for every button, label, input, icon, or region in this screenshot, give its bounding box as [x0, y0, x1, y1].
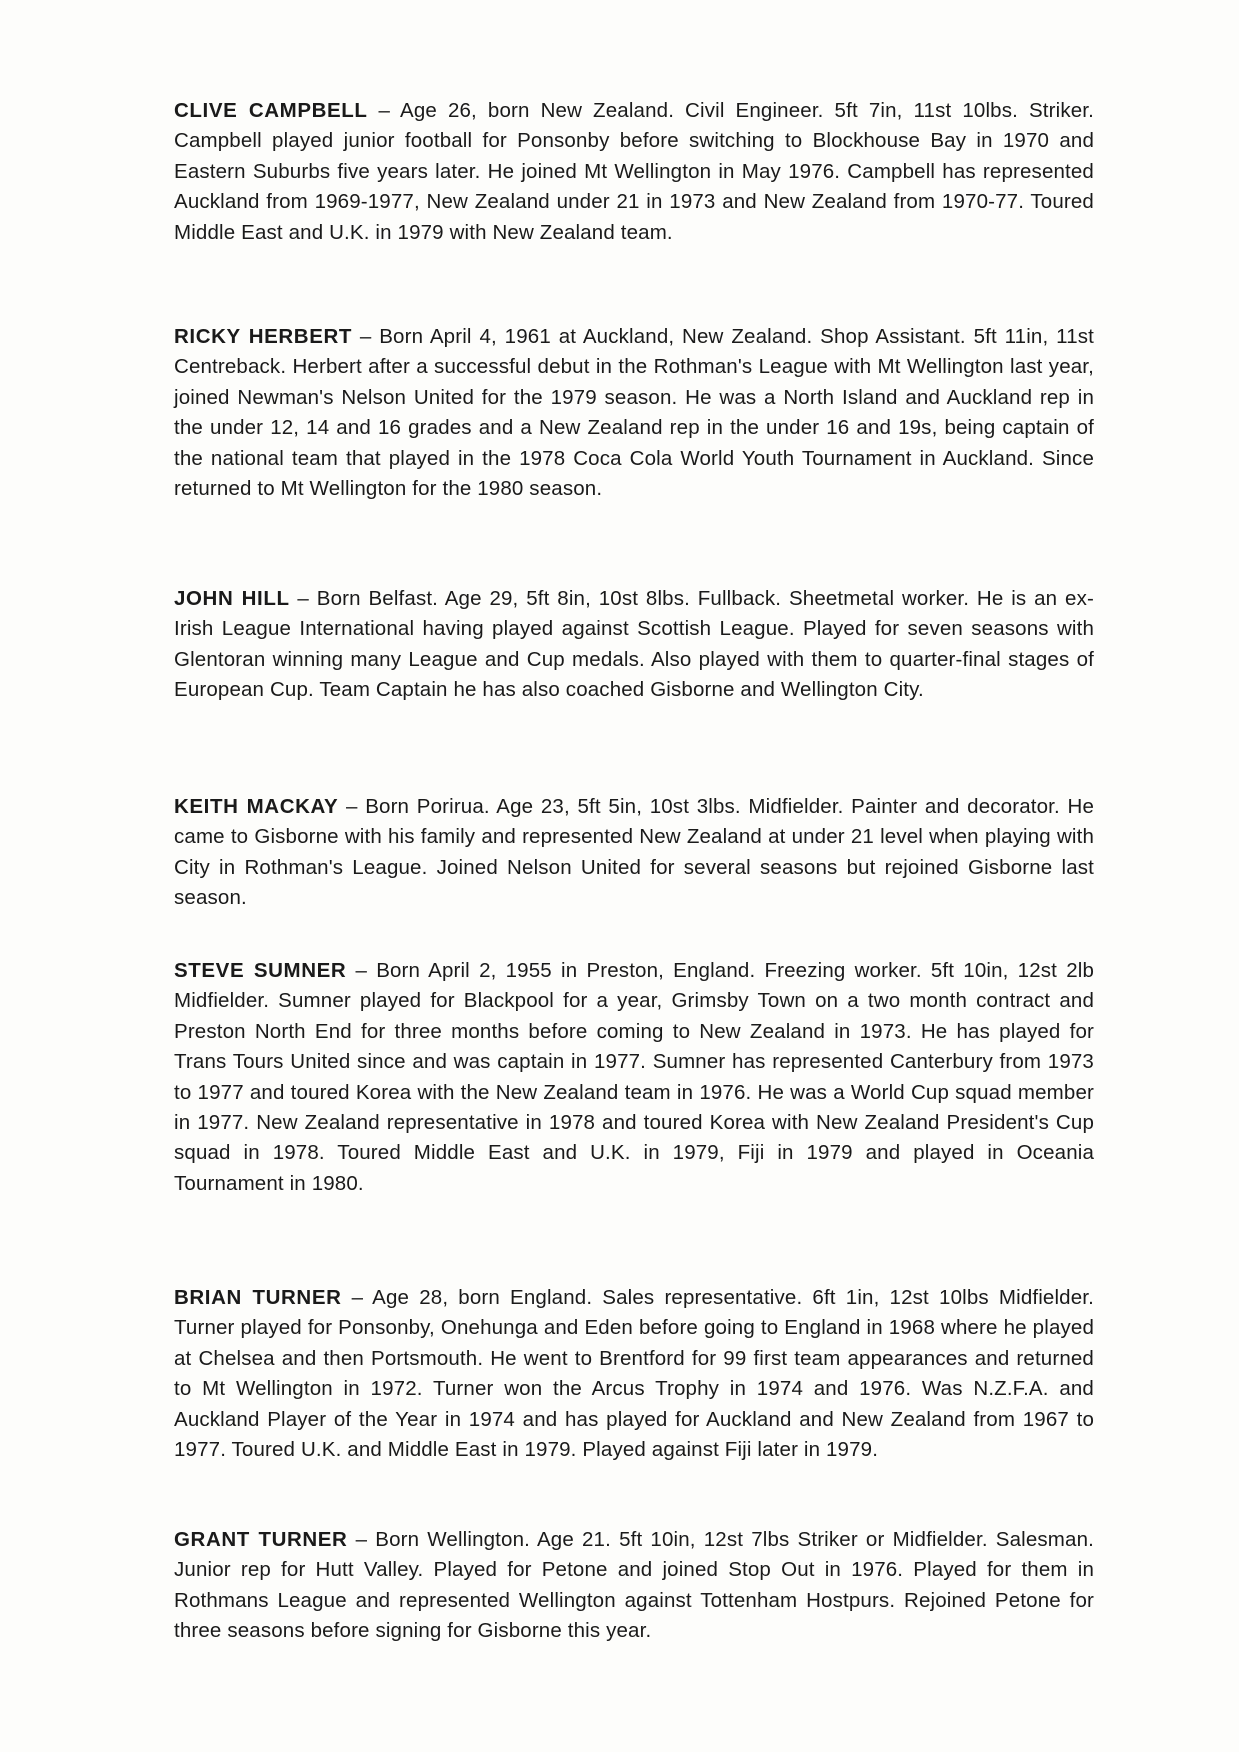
player-description: Age 26, born New Zealand. Civil Engineer. 5ft 7in, 11st 10lbs. Striker. Campbell played junior football for Ponsonby before switching to Blockhouse Bay in 1970 and Eastern Suburbs five years later. He joined Mt Wellington in May 1976. Campbell has represented Auckland from 1969-1977, New Zealand under 21 in 1973 and New Zealand from 1970-77. Toured Middle East and U.K. in 1979 with New Zealand team.	[174, 99, 1094, 244]
dash-separator: –	[352, 325, 380, 348]
player-bio	[174, 792, 1094, 914]
dash-separator: –	[289, 587, 317, 610]
player-name: STEVE SUMNER	[174, 959, 347, 982]
player-name: CLIVE CAMPBELL	[174, 99, 368, 122]
dash-separator: –	[346, 959, 377, 982]
player-bio	[174, 1525, 1094, 1647]
player-name: JOHN HILL	[174, 587, 290, 610]
player-bio	[174, 322, 1094, 504]
player-description: Born April 4, 1961 at Auckland, New Zealand. Shop Assistant. 5ft 11in, 11st Centreback. Herbert after a successful debut in the Rothman's League with Mt Wellington last year, joined Newman's Nelson United for the 1979 season. He was a North Island and Auckland rep in the under 12, 14 and 16 grades and a New Zealand rep in the under 16 and 19s, being captain of the national team that played in the 1978 Coca Cola World Youth Tournament in Auckland. Since returned to Mt Wellington for the 1980 season.	[174, 325, 1094, 501]
player-description: Born Belfast. Age 29, 5ft 8in, 10st 8lbs. Fullback. Sheetmetal worker. He is an ex-Irish League International having played against Scottish League. Played for seven seasons with Glentoran winning many League and Cup medals. Also played with them to quarter-final stages of European Cup. Team Captain he has also coached Gisborne and Wellington City.	[174, 587, 1094, 702]
player-bio	[174, 96, 1094, 248]
player-description: Born Wellington. Age 21. 5ft 10in, 12st 7lbs Striker or Midfielder. Salesman. Junior rep for Hutt Valley. Played for Petone and joined Stop Out in 1976. Played for them in Rothmans League and represented Wellington against Tottenham Hostpurs. Rejoined Petone for three seasons before signing for Gisborne this year.	[174, 1528, 1094, 1643]
player-name: GRANT TURNER	[174, 1528, 348, 1551]
player-bio	[174, 584, 1094, 706]
dash-separator: –	[338, 795, 366, 818]
player-name: BRIAN TURNER	[174, 1286, 342, 1309]
dash-separator: –	[347, 1528, 376, 1551]
player-bio	[174, 956, 1094, 1199]
player-name: KEITH MACKAY	[174, 795, 339, 818]
player-description: Born April 2, 1955 in Preston, England. Freezing worker. 5ft 10in, 12st 2lb Midfielder. Sumner played for Blackpool for a year, Grimsby Town on a two month contract and Preston North End for three months before coming to New Zealand in 1973. He has played for Trans Tours United since and was captain in 1977. Sumner has represented Canterbury from 1973 to 1977 and toured Korea with the New Zealand team in 1976. He was a World Cup squad member in 1977. New Zealand representative in 1978 and toured Korea with New Zealand President's Cup squad in 1978. Toured Middle East and U.K. in 1979, Fiji in 1979 and played in Oceania Tournament in 1980.	[174, 959, 1095, 1195]
player-description: Born Porirua. Age 23, 5ft 5in, 10st 3lbs. Midfielder. Painter and decorator. He came to Gisborne with his family and represented New Zealand at under 21 level when playing with City in Rothman's League. Joined Nelson United for several seasons but rejoined Gisborne last season.	[174, 795, 1095, 910]
player-description: Age 28, born England. Sales representative. 6ft 1in, 12st 10lbs Midfielder. Turner played for Ponsonby, Onehunga and Eden before going to England in 1968 where he played at Chelsea and then Portsmouth. He went to Brentford for 99 first team appearances and returned to Mt Wellington in 1972. Turner won the Arcus Trophy in 1974 and 1976. Was N.Z.F.A. and Auckland Player of the Year in 1974 and has played for Auckland and New Zealand from 1967 to 1977. Toured U.K. and Middle East in 1979. Played against Fiji later in 1979.	[174, 1286, 1094, 1462]
dash-separator: –	[367, 99, 400, 122]
player-bio	[174, 1283, 1094, 1465]
dash-separator: –	[341, 1286, 373, 1309]
player-name: RICKY HERBERT	[174, 325, 352, 348]
